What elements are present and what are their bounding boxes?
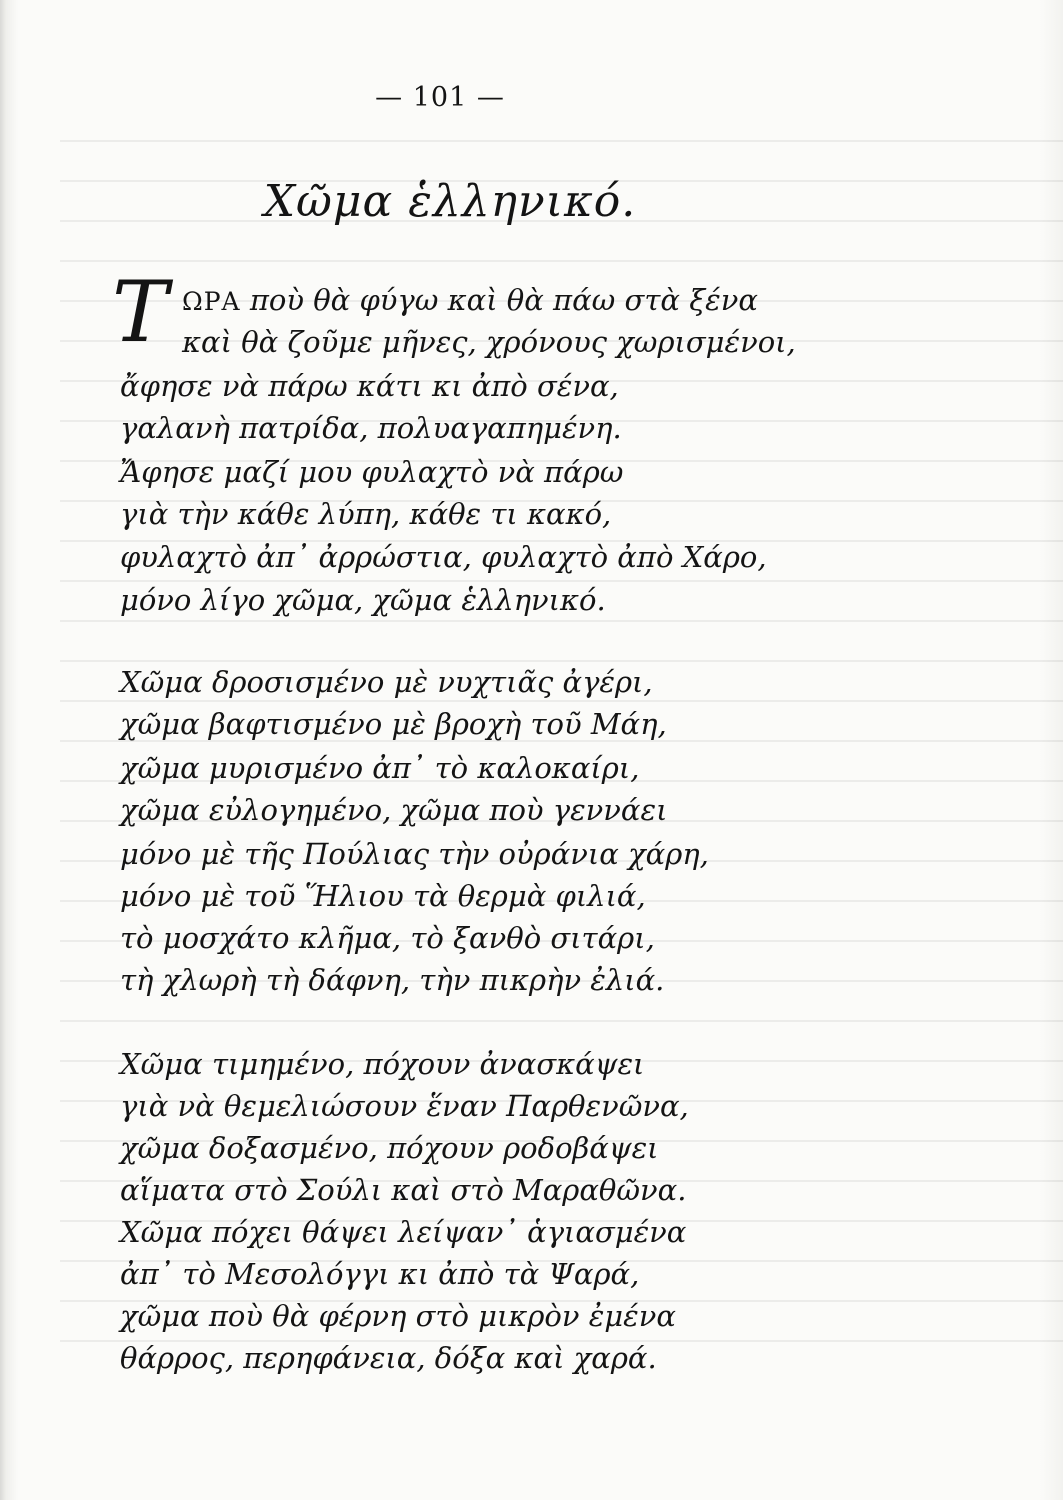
poem-line: μόνο μὲ τῆς Πούλιας τὴν οὐράνια χάρη,	[120, 837, 709, 871]
poem-title: Χῶμα ἑλληνικό.	[263, 176, 637, 227]
poem-line: Ἄφησε μαζί μου φυλαχτὸ νὰ πάρω	[120, 455, 624, 489]
poem-line: ἀπ᾽ τὸ Μεσολόγγι κι ἀπὸ τὰ Ψαρά,	[120, 1257, 640, 1291]
poem-line: φυλαχτὸ ἀπ᾽ ἀρρώστια, φυλαχτὸ ἀπὸ Χάρο,	[120, 540, 767, 574]
first-word: ΩΡΑ	[182, 287, 241, 316]
poem-line: τὸ μοσχάτο κλῆμα, τὸ ξανθὸ σιτάρι,	[120, 921, 655, 955]
poem-line: μόνο λίγο χῶμα, χῶμα ἑλληνικό.	[120, 583, 606, 617]
poem-line: χῶμα εὐλογημένο, χῶμα ποὺ γεννάει	[120, 793, 668, 827]
poem-line: χῶμα βαφτισμένο μὲ βροχὴ τοῦ Μάη,	[120, 707, 667, 741]
poem-line: Χῶμα τιμημένο, πόχουν ἀνασκάψει	[120, 1047, 645, 1081]
poem-line: αἵματα στὸ Σούλι καὶ στὸ Μαραθῶνα.	[120, 1173, 687, 1207]
page-number: — 101 —	[375, 82, 505, 113]
poem-line: χῶμα ποὺ θὰ φέρνη στὸ μικρὸν ἐμένα	[120, 1299, 676, 1333]
poem-line: καὶ θὰ ζοῦμε μῆνες, χρόνους χωρισμένοι,	[182, 325, 796, 359]
poem-line: ΩΡΑ ποὺ θὰ φύγω καὶ θὰ πάω στὰ ξένα	[182, 283, 758, 317]
poem-line: γιὰ τὴν κάθε λύπη, κάθε τι κακό,	[120, 497, 612, 531]
poem-line: μόνο μὲ τοῦ Ἥλιου τὰ θερμὰ φιλιά,	[120, 879, 646, 913]
poem-line: Χῶμα πόχει θάψει λείψαν᾽ ἁγιασμένα	[120, 1215, 687, 1249]
drop-cap: Τ	[112, 263, 169, 361]
poem-line: χῶμα δοξασμένο, πόχουν ροδοβάψει	[120, 1131, 659, 1165]
poem-line: γαλανὴ πατρίδα, πολυαγαπημένη.	[120, 411, 622, 445]
poem-line: χῶμα μυρισμένο ἀπ᾽ τὸ καλοκαίρι,	[120, 751, 640, 785]
poem-line: θάρρος, περηφάνεια, δόξα καὶ χαρά.	[120, 1341, 657, 1375]
poem-line: τὴ χλωρὴ τὴ δάφνη, τὴν πικρὴν ἐλιά.	[120, 963, 665, 997]
poem-line: Χῶμα δροσισμένο μὲ νυχτιᾶς ἀγέρι,	[120, 665, 653, 699]
poem-line: ἄφησε νὰ πάρω κάτι κι ἀπὸ σένα,	[120, 369, 619, 403]
poem-line: γιὰ νὰ θεμελιώσουν ἕναν Παρθενῶνα,	[120, 1089, 689, 1123]
